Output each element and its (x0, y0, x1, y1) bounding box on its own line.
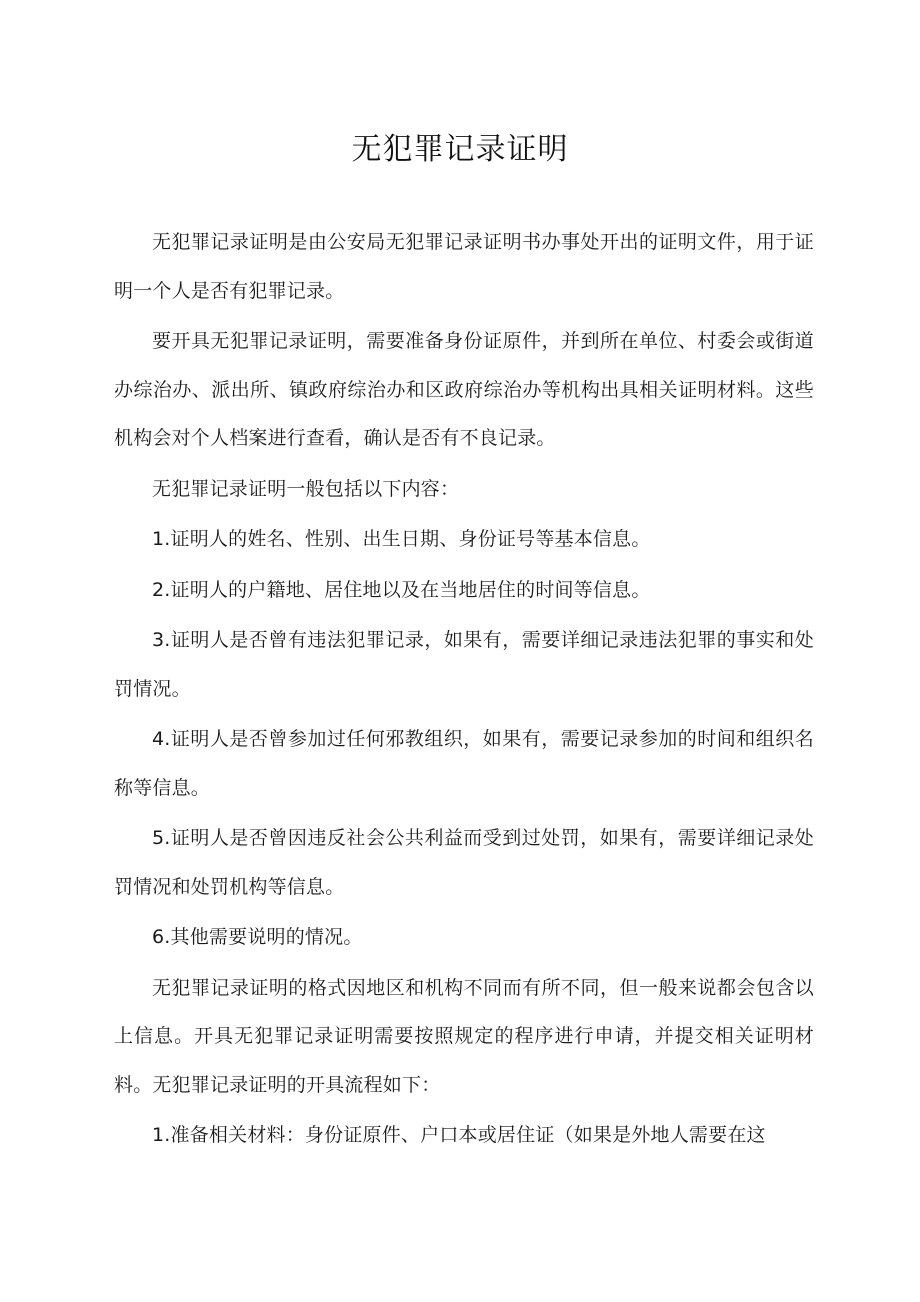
paragraph (114, 218, 814, 315)
list-item (114, 616, 814, 713)
paragraph (114, 317, 814, 463)
list-item (114, 814, 814, 911)
document-title: 无犯罪记录证明 (351, 132, 569, 167)
paragraph (114, 465, 814, 514)
list-item (114, 566, 814, 615)
list-item (114, 515, 814, 564)
list-item (114, 913, 814, 962)
paragraph-text: 无犯罪记录证明是由公安局无犯罪记录证明书办事处开出的证明文件，用于证明一个人是否有犯罪记录。 (114, 231, 814, 302)
paragraph-text: 无犯罪记录证明的格式因地区和机构不同而有所不同，但一般来说都会包含以上信息。开具无犯罪记录证明需要按照规定的程序进行申请，并提交相关证明材料。无犯罪记录证明的开具流程如下： (114, 976, 814, 1096)
paragraph-text: 证明人是否曾有违法犯罪记录，如果有，需要详细记录违法犯罪的事实和处罚情况。 (114, 629, 814, 700)
item-number: 1. (152, 1124, 171, 1146)
list-item (114, 1111, 814, 1160)
item-number: 1. (152, 528, 171, 550)
item-number: 5. (152, 827, 171, 849)
paragraph-text: 证明人是否曾因违反社会公共利益而受到过处罚，如果有，需要详细记录处罚情况和处罚机构等信息。 (114, 827, 814, 898)
paragraph-text: 证明人的姓名、性别、出生日期、身份证号等基本信息。 (170, 528, 651, 550)
paragraph-text: 证明人是否曾参加过任何邪教组织，如果有，需要记录参加的时间和组织名称等信息。 (114, 728, 814, 799)
list-item (114, 715, 814, 812)
paragraph (114, 964, 814, 1110)
item-number: 4. (152, 728, 171, 750)
paragraph-text: 准备相关材料：身份证原件、户口本或居住证（如果是外地人需要在这 (170, 1124, 766, 1146)
item-number: 6. (152, 926, 171, 948)
paragraph-text: 其他需要说明的情况。 (170, 926, 363, 948)
document-body (114, 218, 814, 1162)
item-number: 2. (152, 578, 171, 601)
item-number: 3. (152, 629, 171, 651)
paragraph-text: 无犯罪记录证明一般包括以下内容： (152, 477, 460, 500)
paragraph-text: 证明人的户籍地、居住地以及在当地居住的时间等信息。 (170, 578, 651, 601)
paragraph-text: 要开具无犯罪记录证明，需要准备身份证原件，并到所在单位、村委会或街道办综治办、派出所、镇政府综治办和区政府综治办等机构出具相关证明材料。这些机构会对个人档案进行查看，确认是否有不良记录。 (114, 330, 814, 449)
